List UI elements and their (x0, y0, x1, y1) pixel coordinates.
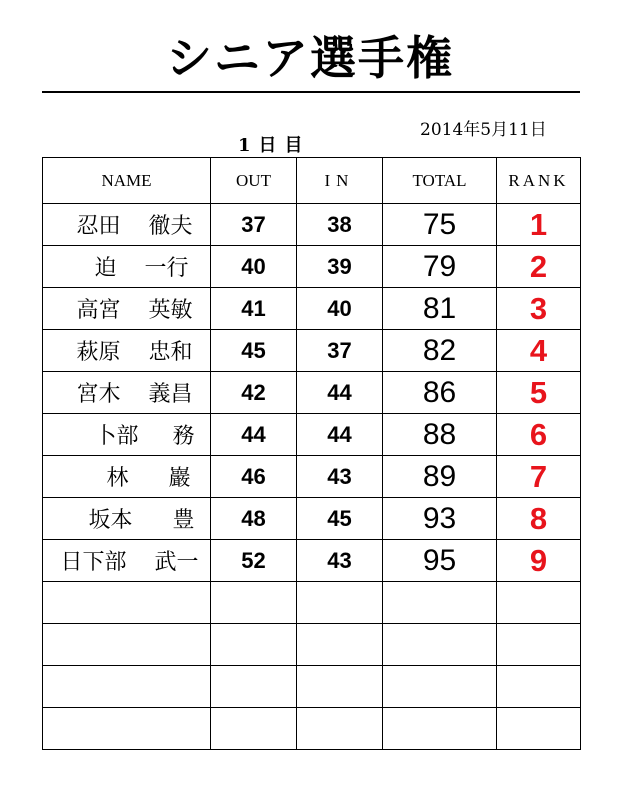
out-score: 46 (211, 456, 297, 498)
player-name (43, 414, 211, 456)
rank-value: 6 (497, 414, 581, 456)
player-name (43, 372, 211, 414)
in-score: 43 (297, 456, 383, 498)
out-score: 42 (211, 372, 297, 414)
table-row (43, 456, 581, 498)
out-score: 37 (211, 204, 297, 246)
table-row (43, 204, 581, 246)
in-score: 45 (297, 498, 383, 540)
header-in: IN (297, 158, 383, 204)
table-row (43, 372, 581, 414)
given-name: 務 (172, 424, 195, 449)
empty-cell (297, 582, 383, 624)
out-score: 41 (211, 288, 297, 330)
given-name: 武一 (154, 550, 199, 575)
total-score: 75 (383, 204, 497, 246)
given-name: 英敏 (148, 298, 193, 323)
empty-cell (497, 708, 581, 750)
in-score: 44 (297, 372, 383, 414)
empty-cell (383, 666, 497, 708)
in-score: 44 (297, 414, 383, 456)
empty-row (43, 708, 581, 750)
total-score: 79 (383, 246, 497, 288)
family-name: 迫 (94, 256, 117, 281)
total-score: 93 (383, 498, 497, 540)
player-name (43, 456, 211, 498)
empty-cell (211, 624, 297, 666)
player-name (43, 330, 211, 372)
empty-cell (211, 666, 297, 708)
given-name: 義昌 (148, 382, 193, 407)
empty-cell (497, 666, 581, 708)
table-row (43, 288, 581, 330)
table-row (43, 330, 581, 372)
in-score: 38 (297, 204, 383, 246)
table-row (43, 246, 581, 288)
empty-cell (43, 666, 211, 708)
in-score: 43 (297, 540, 383, 582)
total-score: 88 (383, 414, 497, 456)
empty-cell (297, 624, 383, 666)
header-row (43, 158, 581, 204)
rank-value: 9 (497, 540, 581, 582)
family-name: 日下部 (60, 550, 127, 575)
total-score: 89 (383, 456, 497, 498)
given-name: 忠和 (148, 340, 193, 365)
given-name: 豊 (172, 508, 195, 533)
empty-row (43, 624, 581, 666)
empty-cell (497, 624, 581, 666)
empty-cell (497, 582, 581, 624)
out-score: 48 (211, 498, 297, 540)
family-name: 卜部 (94, 424, 139, 449)
event-date: 2014年5月11日 (420, 120, 547, 140)
rank-value: 1 (497, 204, 581, 246)
family-name: 萩原 (76, 340, 121, 365)
empty-cell (43, 582, 211, 624)
player-name (43, 288, 211, 330)
total-score: 95 (383, 540, 497, 582)
header-rank: RANK (497, 158, 581, 204)
player-name (43, 204, 211, 246)
family-name: 坂本 (88, 508, 133, 533)
header-total: TOTAL (383, 158, 497, 204)
table-row (43, 498, 581, 540)
empty-row (43, 582, 581, 624)
day-label: 1日目 (238, 135, 311, 156)
rank-value: 4 (497, 330, 581, 372)
family-name: 宮木 (76, 382, 121, 407)
empty-cell (211, 708, 297, 750)
total-score: 81 (383, 288, 497, 330)
table-row (43, 540, 581, 582)
table-row (43, 414, 581, 456)
out-score: 40 (211, 246, 297, 288)
total-score: 82 (383, 330, 497, 372)
out-score: 44 (211, 414, 297, 456)
rank-value: 8 (497, 498, 581, 540)
header-out: OUT (211, 158, 297, 204)
title-underline (42, 91, 580, 93)
empty-cell (43, 708, 211, 750)
empty-cell (383, 582, 497, 624)
out-score: 52 (211, 540, 297, 582)
given-name: 巖 (168, 466, 191, 491)
rank-value: 7 (497, 456, 581, 498)
family-name: 高宮 (76, 298, 121, 323)
page-title: シニア選手権 (166, 31, 454, 85)
player-name (43, 246, 211, 288)
total-score: 86 (383, 372, 497, 414)
in-score: 37 (297, 330, 383, 372)
empty-cell (383, 624, 497, 666)
header-name: NAME (43, 158, 211, 204)
player-name (43, 498, 211, 540)
out-score: 45 (211, 330, 297, 372)
rank-value: 5 (497, 372, 581, 414)
empty-cell (383, 708, 497, 750)
family-name: 忍田 (76, 214, 121, 239)
empty-cell (297, 708, 383, 750)
rank-value: 3 (497, 288, 581, 330)
given-name: 一行 (144, 256, 189, 281)
score-table (42, 157, 581, 750)
empty-cell (297, 666, 383, 708)
empty-cell (211, 582, 297, 624)
given-name: 徹夫 (148, 214, 193, 239)
in-score: 39 (297, 246, 383, 288)
empty-cell (43, 624, 211, 666)
family-name: 林 (106, 466, 129, 491)
rank-value: 2 (497, 246, 581, 288)
player-name (43, 540, 211, 582)
empty-row (43, 666, 581, 708)
in-score: 40 (297, 288, 383, 330)
